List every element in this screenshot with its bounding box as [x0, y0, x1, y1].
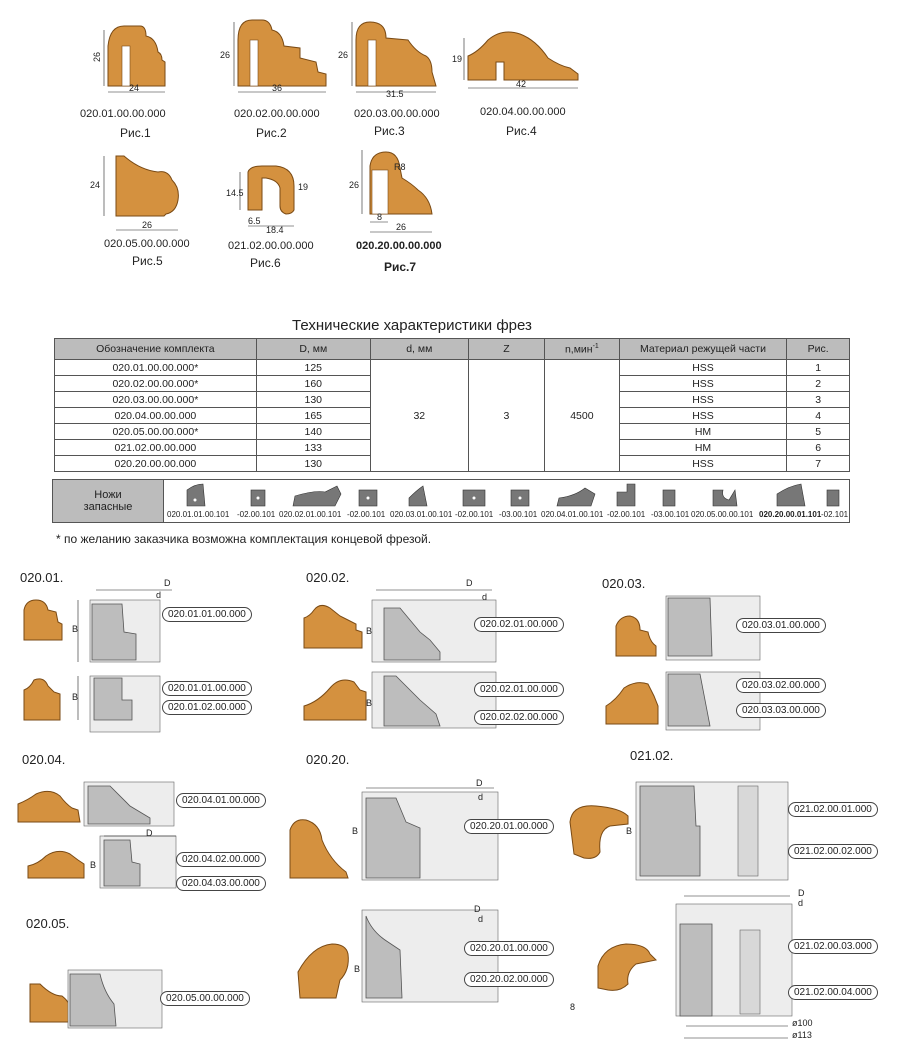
profile-fig6 [226, 166, 308, 235]
cell-code: 020.05.00.00.000* [55, 424, 257, 440]
part-label: 020.03.03.00.000 [736, 703, 826, 718]
svg-text:B: B [354, 964, 361, 974]
assembly-diagrams [0, 560, 900, 1048]
cell-material: HSS [619, 392, 787, 408]
svg-text:26: 26 [220, 50, 231, 60]
fig5-code: 020.05.00.00.000 [104, 238, 190, 250]
header-D: D, мм [256, 339, 370, 360]
svg-text:26: 26 [338, 50, 349, 60]
knife-code: -02.00.101 [455, 510, 494, 519]
svg-text:6.5: 6.5 [248, 216, 261, 226]
fig4-label: Рис.4 [506, 124, 537, 138]
svg-text:26: 26 [349, 180, 360, 190]
profile-fig2 [220, 20, 326, 93]
svg-text:26: 26 [92, 51, 102, 62]
svg-text:19: 19 [298, 182, 309, 192]
fig2-label: Рис.2 [256, 126, 287, 140]
cell-d: 32 [370, 360, 468, 472]
header-Z: Z [468, 339, 544, 360]
knife-icon [409, 486, 427, 506]
cell-fig: 2 [787, 376, 850, 392]
knife-code: -02.00.101 [347, 510, 386, 519]
svg-text:d: d [798, 898, 804, 908]
knife-code: 020.01.01.00.101 [167, 510, 230, 519]
svg-text:19: 19 [452, 54, 463, 64]
svg-text:31.5: 31.5 [386, 89, 404, 99]
section-title-020-03: 020.03. [602, 576, 646, 591]
part-label: 020.03.01.00.000 [736, 618, 826, 633]
svg-text:42: 42 [516, 79, 527, 89]
svg-text:26: 26 [142, 220, 153, 230]
part-label: 021.02.00.01.000 [788, 802, 878, 817]
knife-code: 020.20.00.01.101 [759, 510, 822, 519]
profile-fig3 [338, 22, 436, 99]
cell-D: 133 [256, 440, 370, 456]
svg-text:26: 26 [396, 222, 407, 232]
fig6-label: Рис.6 [250, 256, 281, 270]
svg-text:8: 8 [570, 1002, 576, 1012]
fig2-code: 020.02.00.00.000 [234, 108, 320, 120]
part-label: 020.02.01.00.000 [474, 617, 564, 632]
cell-fig: 5 [787, 424, 850, 440]
knife-icon [187, 484, 205, 506]
part-label: 020.20.01.00.000 [464, 819, 554, 834]
part-label: 020.05.00.00.000 [160, 991, 250, 1006]
part-label: 020.03.02.00.000 [736, 678, 826, 693]
cell-material: HM [619, 440, 787, 456]
cell-code: 020.03.00.00.000* [55, 392, 257, 408]
part-label: 021.02.00.03.000 [788, 939, 878, 954]
knife-code: 020.03.01.00.101 [390, 510, 453, 519]
cell-code: 020.01.00.00.000* [55, 360, 257, 376]
fig6-code: 021.02.00.00.000 [228, 240, 314, 252]
knife-icon [557, 488, 595, 506]
knife-icon [617, 484, 635, 506]
diagram-020-04 [18, 782, 176, 888]
part-label: 020.01.01.00.000 [162, 681, 252, 696]
section-title-020-20: 020.20. [306, 752, 350, 767]
svg-text:24: 24 [129, 83, 140, 93]
svg-text:B: B [72, 624, 79, 634]
svg-text:B: B [366, 626, 373, 636]
svg-text:D: D [476, 778, 483, 788]
knife-code: -03.00.101 [499, 510, 538, 519]
cell-code: 020.02.00.00.000* [55, 376, 257, 392]
svg-text:18.4: 18.4 [266, 225, 284, 235]
fig1-label: Рис.1 [120, 126, 151, 140]
cell-Z: 3 [468, 360, 544, 472]
svg-text:ø113: ø113 [792, 1030, 812, 1040]
section-title-020-04: 020.04. [22, 752, 66, 767]
knife-icon [293, 486, 341, 506]
part-label: 021.02.00.04.000 [788, 985, 878, 1000]
part-label: 020.02.02.00.000 [474, 710, 564, 725]
diagram-021-02-b [570, 888, 813, 1040]
knife-code: 020.02.01.00.101 [279, 510, 342, 519]
svg-text:B: B [366, 698, 373, 708]
header-d: d, мм [370, 339, 468, 360]
diagram-020-02 [304, 578, 496, 728]
knife-icon [713, 490, 737, 506]
section-title-021-02: 021.02. [630, 748, 674, 763]
cell-material: HSS [619, 360, 787, 376]
header-material: Материал режущей части [619, 339, 787, 360]
diagram-021-02 [570, 782, 788, 880]
cell-material: HSS [619, 376, 787, 392]
header-fig: Рис. [787, 339, 850, 360]
section-title-020-01: 020.01. [20, 570, 64, 585]
fig7-code: 020.20.00.00.000 [356, 240, 442, 252]
svg-text:d: d [482, 592, 488, 602]
svg-text:B: B [72, 692, 79, 702]
svg-text:D: D [164, 578, 171, 588]
cell-code: 020.20.00.00.000 [55, 456, 257, 472]
knife-icon [663, 490, 675, 506]
table-row [55, 360, 850, 376]
cell-n: 4500 [545, 360, 620, 472]
cell-code: 021.02.00.00.000 [55, 440, 257, 456]
cell-D: 130 [256, 392, 370, 408]
fig5-label: Рис.5 [132, 254, 163, 268]
part-label: 020.04.02.00.000 [176, 852, 266, 867]
part-label: 020.01.01.00.000 [162, 607, 252, 622]
spare-knives-panel [52, 479, 850, 523]
part-label: 020.04.03.00.000 [176, 876, 266, 891]
svg-text:B: B [90, 860, 97, 870]
cell-fig: 1 [787, 360, 850, 376]
cell-material: HM [619, 424, 787, 440]
svg-text:B: B [352, 826, 359, 836]
svg-text:d: d [156, 590, 162, 600]
cell-code: 020.04.00.00.000 [55, 408, 257, 424]
part-label: 021.02.00.02.000 [788, 844, 878, 859]
knife-icon [777, 484, 805, 506]
svg-text:8: 8 [377, 212, 383, 222]
svg-text:D: D [466, 578, 473, 588]
cell-fig: 7 [787, 456, 850, 472]
svg-text:36: 36 [272, 83, 283, 93]
cell-fig: 6 [787, 440, 850, 456]
profile-fig1 [92, 26, 165, 93]
part-label: 020.20.02.00.000 [464, 972, 554, 987]
cell-D: 165 [256, 408, 370, 424]
svg-text:D: D [146, 828, 153, 838]
knife-icon [827, 490, 839, 506]
svg-text:D: D [798, 888, 805, 898]
header-code: Обозначение комплекта [55, 339, 257, 360]
fig7-label: Рис.7 [384, 260, 417, 274]
cell-D: 160 [256, 376, 370, 392]
spare-knives-icons [165, 480, 849, 510]
cell-D: 140 [256, 424, 370, 440]
fig3-label: Рис.3 [374, 124, 405, 138]
knife-code: -02.101 [821, 510, 849, 519]
cell-fig: 4 [787, 408, 850, 424]
knife-code: -03.00.101 [651, 510, 690, 519]
knife-code: 020.05.00.00.101 [691, 510, 754, 519]
cell-material: HSS [619, 408, 787, 424]
diagram-020-05 [30, 970, 162, 1028]
footnote: * по желанию заказчика возможна комплектация концевой фрезой. [56, 532, 432, 546]
diagram-020-01 [24, 578, 172, 732]
fig1-code: 020.01.00.00.000 [80, 108, 166, 120]
part-label: 020.02.01.00.000 [474, 682, 564, 697]
fig4-code: 020.04.00.00.000 [480, 106, 566, 118]
header-n: n,мин$^{-1}$ [545, 339, 620, 360]
table-header-row [55, 339, 850, 360]
svg-text:24: 24 [90, 180, 101, 190]
svg-text:ø100: ø100 [792, 1018, 813, 1028]
cell-material: HSS [619, 456, 787, 472]
knife-code: -02.00.101 [607, 510, 646, 519]
profile-fig7 [349, 150, 432, 232]
profile-fig4 [452, 32, 578, 89]
spare-knives-label: Ножи запасные [53, 480, 164, 522]
spec-table [54, 338, 850, 472]
cell-fig: 3 [787, 392, 850, 408]
svg-text:14.5: 14.5 [226, 188, 244, 198]
knife-code: 020.04.01.00.101 [541, 510, 604, 519]
knife-code: -02.00.101 [237, 510, 276, 519]
svg-text:B: B [626, 826, 633, 836]
section-title-020-05: 020.05. [26, 916, 70, 931]
part-label: 020.01.02.00.000 [162, 700, 252, 715]
table-title: Технические характеристики фрез [292, 317, 532, 334]
section-title-020-02: 020.02. [306, 570, 350, 585]
svg-text:d: d [478, 914, 484, 924]
fig3-code: 020.03.00.00.000 [354, 108, 440, 120]
part-label: 020.04.01.00.000 [176, 793, 266, 808]
cell-D: 130 [256, 456, 370, 472]
svg-text:D: D [474, 904, 481, 914]
cell-D: 125 [256, 360, 370, 376]
svg-text:d: d [478, 792, 484, 802]
svg-text:R8: R8 [394, 162, 406, 172]
part-label: 020.20.01.00.000 [464, 941, 554, 956]
profile-fig5 [90, 156, 178, 230]
